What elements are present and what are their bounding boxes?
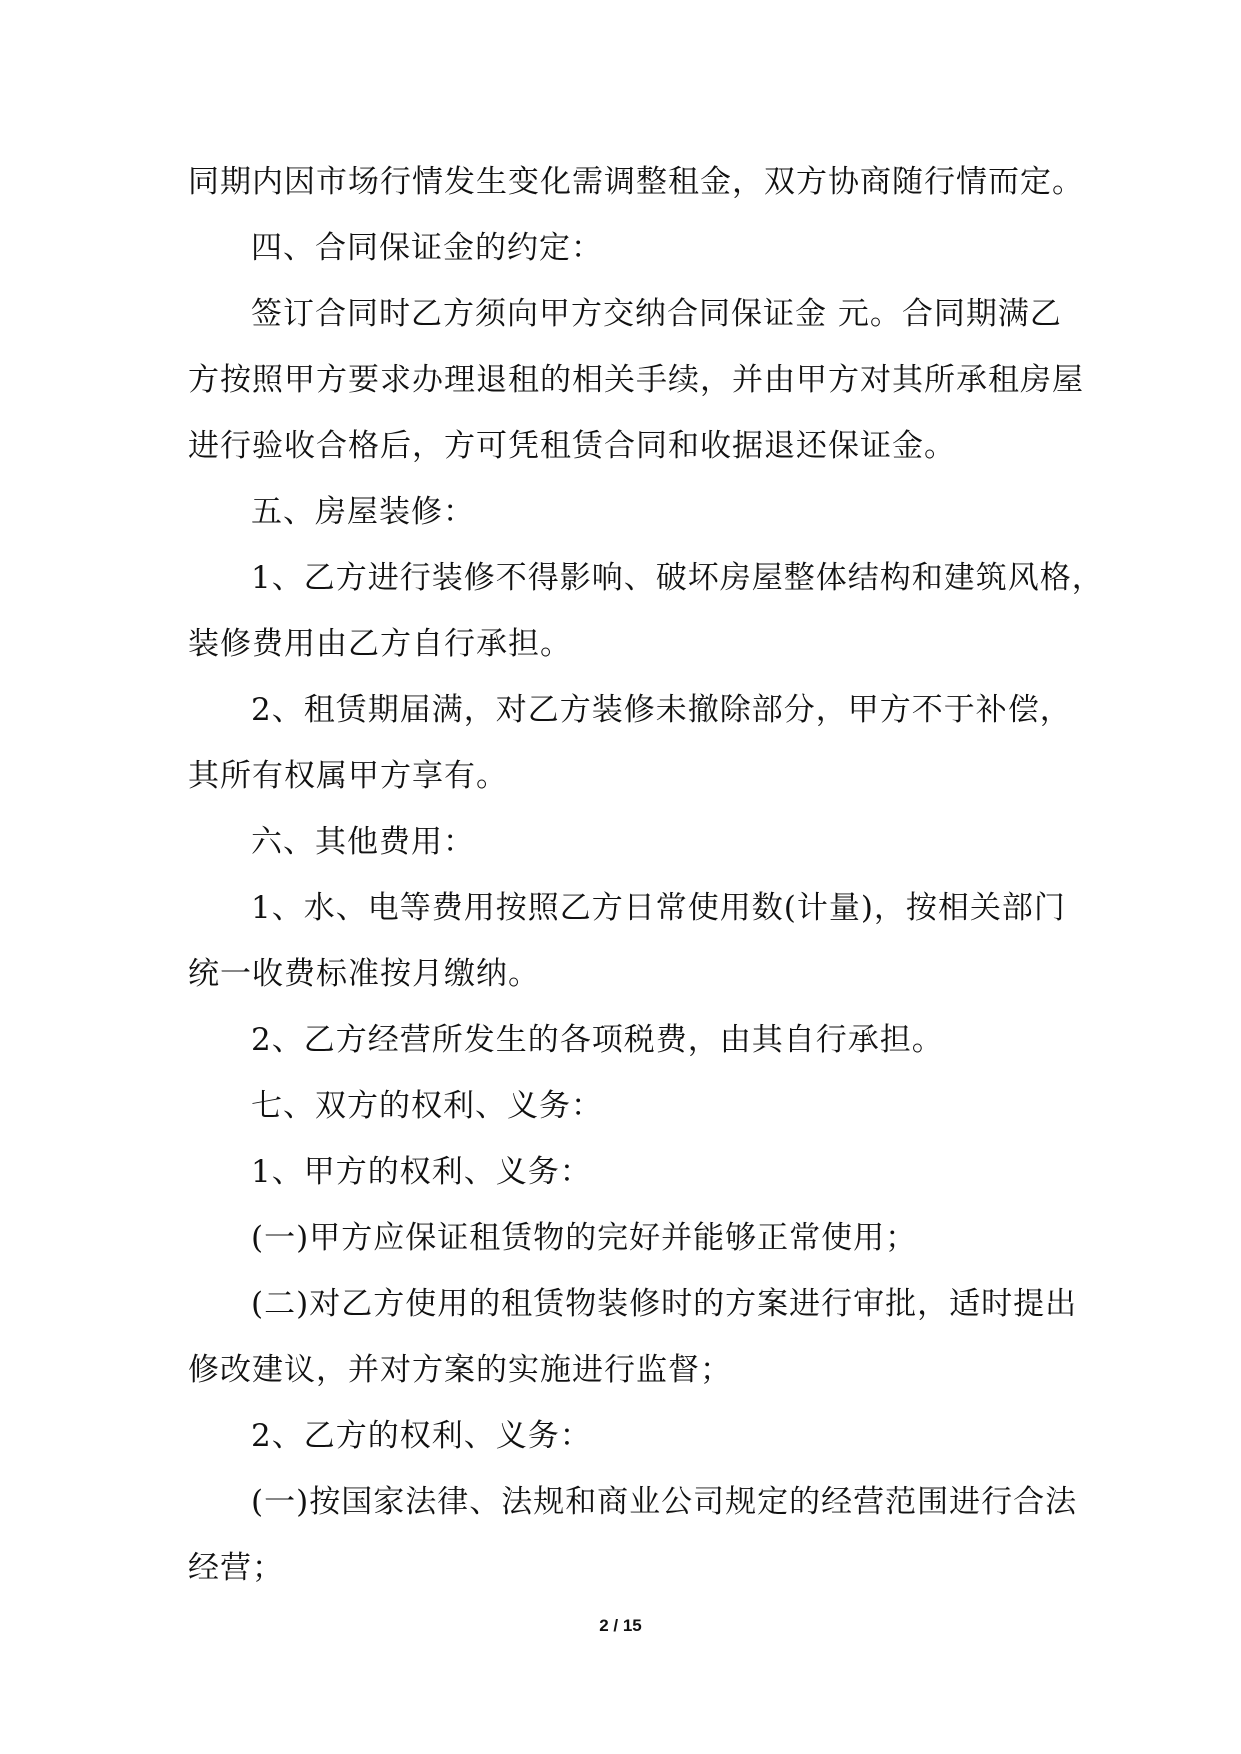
body-line: (一)甲方应保证租赁物的完好并能够正常使用； bbox=[251, 1220, 918, 1256]
body-line: 装修费用由乙方自行承担。 bbox=[188, 626, 572, 662]
section-heading: 五、房屋装修： bbox=[251, 494, 475, 530]
body-line: 经营； bbox=[188, 1550, 284, 1586]
body-line: 2、租赁期届满，对乙方装修未撤除部分，甲方不于补偿， bbox=[251, 692, 1072, 728]
body-line: (一)按国家法律、法规和商业公司规定的经营范围进行合法 bbox=[251, 1484, 1078, 1520]
body-line: 修改建议，并对方案的实施进行监督； bbox=[188, 1352, 732, 1388]
subsection-heading: 2、乙方的权利、义务： bbox=[251, 1418, 592, 1454]
body-line: 2、乙方经营所发生的各项税费，由其自行承担。 bbox=[251, 1022, 944, 1058]
body-line: 进行验收合格后，方可凭租赁合同和收据退还保证金。 bbox=[188, 428, 956, 464]
page-number: 2 / 15 bbox=[599, 1616, 642, 1635]
body-line: 签订合同时乙方须向甲方交纳合同保证金 元。合同期满乙 bbox=[251, 296, 1062, 332]
section-heading: 四、合同保证金的约定： bbox=[251, 230, 603, 266]
section-heading: 六、其他费用： bbox=[251, 824, 475, 860]
body-line: 方按照甲方要求办理退租的相关手续，并由甲方对其所承租房屋 bbox=[188, 362, 1084, 398]
body-line: 其所有权属甲方享有。 bbox=[188, 758, 508, 794]
subsection-heading: 1、甲方的权利、义务： bbox=[251, 1154, 592, 1190]
body-line: 1、水、电等费用按照乙方日常使用数(计量)，按相关部门 bbox=[251, 890, 1066, 926]
body-line: 统一收费标准按月缴纳。 bbox=[188, 956, 540, 992]
body-line: 1、乙方进行装修不得影响、破坏房屋整体结构和建筑风格， bbox=[251, 560, 1104, 596]
body-line: (二)对乙方使用的租赁物装修时的方案进行审批，适时提出 bbox=[251, 1286, 1078, 1322]
body-line: 同期内因市场行情发生变化需调整租金，双方协商随行情而定。 bbox=[188, 164, 1084, 200]
section-heading: 七、双方的权利、义务： bbox=[251, 1088, 603, 1124]
